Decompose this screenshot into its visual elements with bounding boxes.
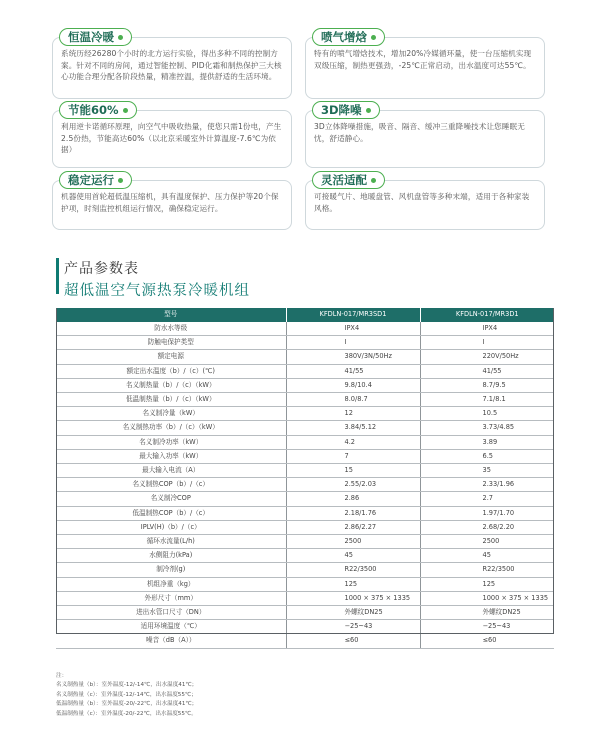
- param-name-cell: 名义制热功率（b）/（c）（kW）: [56, 421, 286, 435]
- feature-title: 喷气增焓: [321, 30, 367, 44]
- spec-table-container: [56, 308, 554, 649]
- table-row: [56, 322, 554, 336]
- param-name-cell: 防触电保护类型: [56, 336, 286, 350]
- param-value-cell: 9.8/10.4: [286, 378, 420, 392]
- section-title: 产品参数表: [64, 261, 139, 277]
- table-row: [56, 606, 554, 620]
- table-row: [56, 563, 554, 577]
- param-value-cell: 4.2: [286, 435, 420, 449]
- section-subtitle: 超低温空气源热泵冷暖机组: [64, 283, 250, 299]
- notes: [56, 672, 197, 719]
- table-row: [56, 421, 554, 435]
- feature-tag: [312, 101, 380, 119]
- param-name-cell: 最大输入功率（kW）: [56, 449, 286, 463]
- feature-title: 3D降噪: [321, 103, 362, 117]
- param-value-cell: 45: [420, 549, 554, 563]
- param-name-cell: 制冷剂(g): [56, 563, 286, 577]
- table-row: [56, 478, 554, 492]
- param-name-cell: IPLV(H)（b）/（c）: [56, 520, 286, 534]
- param-name-cell: 机组净重（kg）: [56, 577, 286, 591]
- param-name-cell: 额定出水温度（b）/（c）(℃): [56, 364, 286, 378]
- feature-text: 利用逆卡诺循环原理，向空气中吸收热量，使您只需1份电，产生2.5份热，节能高达60%（以北京采暖室外计算温度-7.6℃为依据）: [61, 122, 282, 154]
- param-value-cell: 2.55/2.03: [286, 478, 420, 492]
- dot-icon: [123, 108, 128, 113]
- table-row: [56, 577, 554, 591]
- param-value-cell: −25~43: [420, 620, 554, 634]
- header-model-a: KFDLN-017/MR3SD1: [286, 308, 420, 322]
- param-value-cell: 41/55: [286, 364, 420, 378]
- param-value-cell: 3.84/5.12: [286, 421, 420, 435]
- param-value-cell: 380V/3N/50Hz: [286, 350, 420, 364]
- param-value-cell: 8.7/9.5: [420, 378, 554, 392]
- param-value-cell: 2.68/2.20: [420, 520, 554, 534]
- param-value-cell: 1.97/1.70: [420, 506, 554, 520]
- feature-title: 节能60%: [68, 103, 119, 117]
- feature-tag: [59, 28, 132, 46]
- param-value-cell: 2.33/1.96: [420, 478, 554, 492]
- feature-text: 3D立体降噪措施，吸音、隔音、缓冲三重降噪技术让您睡眠无忧，舒适静心。: [314, 122, 525, 143]
- table-row: [56, 464, 554, 478]
- param-value-cell: 12: [286, 407, 420, 421]
- feature-tag: [312, 28, 385, 46]
- feature-tag: [312, 171, 385, 189]
- param-value-cell: 外螺纹DN25: [420, 606, 554, 620]
- param-value-cell: 1000 × 375 × 1335: [286, 591, 420, 605]
- param-value-cell: 15: [286, 464, 420, 478]
- param-name-cell: 噪音（dB（A））: [56, 634, 286, 648]
- param-name-cell: 名义制热COP（b）/（c）: [56, 478, 286, 492]
- notes-label: 注：: [56, 673, 68, 679]
- feature-card-jet-enthalpy: [305, 30, 545, 99]
- note-line: 低温制热量（b）：室外温度-20/-22℃，出水温度41℃；: [56, 701, 198, 708]
- param-value-cell: ≤60: [420, 634, 554, 648]
- table-row: [56, 378, 554, 392]
- dot-icon: [371, 178, 376, 183]
- param-value-cell: IPX4: [286, 322, 420, 336]
- param-value-cell: 3.89: [420, 435, 554, 449]
- feature-tag: [59, 171, 132, 189]
- dot-icon: [371, 35, 376, 40]
- feature-title: 稳定运行: [68, 173, 114, 187]
- note-line: 名义制热量（c）：室外温度-12/-14℃，出水温度55℃；: [56, 691, 197, 698]
- feature-card-energy-saving: [52, 103, 292, 168]
- table-row: [56, 506, 554, 520]
- param-name-cell: 低温制热COP（b）/（c）: [56, 506, 286, 520]
- table-row: [56, 350, 554, 364]
- feature-card-flexible-adaptation: [305, 173, 545, 230]
- param-value-cell: R22/3500: [286, 563, 420, 577]
- header-model-b: KFDLN-017/MR3D1: [420, 308, 554, 322]
- param-value-cell: 41/55: [420, 364, 554, 378]
- param-value-cell: 8.0/8.7: [286, 393, 420, 407]
- param-name-cell: 循环水流量(L/h): [56, 535, 286, 549]
- param-value-cell: 2500: [286, 535, 420, 549]
- table-row: [56, 407, 554, 421]
- feature-card-noise-reduction: [305, 103, 545, 168]
- table-header-row: [56, 308, 554, 322]
- param-value-cell: 125: [286, 577, 420, 591]
- note-line: 低温制热量（c）：室外温度-20/-22℃，出水温度55℃。: [56, 710, 197, 717]
- param-value-cell: 2500: [420, 535, 554, 549]
- feature-title: 灵活适配: [321, 173, 367, 187]
- param-value-cell: IPX4: [420, 322, 554, 336]
- param-value-cell: 7: [286, 449, 420, 463]
- param-name-cell: 低温制热量（b）/（c）（kW）: [56, 393, 286, 407]
- param-name-cell: 名义制冷量（kW）: [56, 407, 286, 421]
- header-model: 型号: [56, 308, 286, 322]
- table-row: [56, 336, 554, 350]
- section-accent-bar: [56, 258, 59, 294]
- note-line: 名义制热量（b）：室外温度-12/-14℃，出水温度41℃；: [56, 682, 198, 689]
- param-name-cell: 额定电源: [56, 350, 286, 364]
- feature-text: 系统历经26280个小时的北方运行实验，得出多种不同的控制方案。针对不同的房间，通过智能控制、PID化霜和制热保护三大核心功能合理分配各阶段热量，精准控温，提供舒适的生活环境。: [61, 49, 282, 81]
- param-value-cell: 35: [420, 464, 554, 478]
- dot-icon: [118, 178, 123, 183]
- param-value-cell: 2.86: [286, 492, 420, 506]
- table-row: [56, 535, 554, 549]
- param-name-cell: 水侧阻力(kPa): [56, 549, 286, 563]
- param-name-cell: 外形尺寸（mm）: [56, 591, 286, 605]
- param-value-cell: 45: [286, 549, 420, 563]
- feature-tag: [59, 101, 137, 119]
- table-row: [56, 620, 554, 634]
- param-name-cell: 防水水等级: [56, 322, 286, 336]
- table-row: [56, 492, 554, 506]
- param-value-cell: I: [286, 336, 420, 350]
- param-value-cell: 220V/50Hz: [420, 350, 554, 364]
- param-value-cell: 1000 × 375 × 1335: [420, 591, 554, 605]
- param-value-cell: 7.1/8.1: [420, 393, 554, 407]
- table-row: [56, 364, 554, 378]
- param-name-cell: 进出水管口尺寸（DN）: [56, 606, 286, 620]
- param-value-cell: 2.7: [420, 492, 554, 506]
- param-value-cell: ≤60: [286, 634, 420, 648]
- param-value-cell: −25~43: [286, 620, 420, 634]
- param-value-cell: 2.86/2.27: [286, 520, 420, 534]
- table-row: [56, 549, 554, 563]
- feature-card-stable-operation: [52, 173, 292, 230]
- feature-text: 机器使用首轮超低温压缩机，具有温度保护、压力保护等20个保护项，时刻监控机组运行情况，确保稳定运行。: [61, 192, 279, 213]
- param-value-cell: R22/3500: [420, 563, 554, 577]
- param-name-cell: 名义制冷功率（kW）: [56, 435, 286, 449]
- param-name-cell: 名义制热量（b）/（c）（kW）: [56, 378, 286, 392]
- table-row: [56, 591, 554, 605]
- feature-title: 恒温冷暖: [68, 30, 114, 44]
- feature-text: 特有的喷气增焓技术，增加20%冷媒循环量，使一台压缩机实现双级压缩，制热更强劲，-25℃正常启动，出水温度可达55℃。: [314, 49, 532, 70]
- param-name-cell: 适用环境温度（℃）: [56, 620, 286, 634]
- param-name-cell: 最大输入电流（A）: [56, 464, 286, 478]
- table-row: [56, 520, 554, 534]
- param-value-cell: 6.5: [420, 449, 554, 463]
- param-name-cell: 名义制冷COP: [56, 492, 286, 506]
- table-row: [56, 393, 554, 407]
- param-value-cell: 外螺纹DN25: [286, 606, 420, 620]
- table-row: [56, 449, 554, 463]
- dot-icon: [366, 108, 371, 113]
- spec-table: [56, 308, 554, 649]
- param-value-cell: I: [420, 336, 554, 350]
- feature-text: 可接暖气片、地暖盘管、风机盘管等多种末端，适用于各种家装风格。: [314, 192, 530, 213]
- param-value-cell: 3.73/4.85: [420, 421, 554, 435]
- feature-card-constant-temp: [52, 30, 292, 99]
- param-value-cell: 2.18/1.76: [286, 506, 420, 520]
- table-row: [56, 634, 554, 648]
- table-row: [56, 435, 554, 449]
- dot-icon: [118, 35, 123, 40]
- param-value-cell: 125: [420, 577, 554, 591]
- param-value-cell: 10.5: [420, 407, 554, 421]
